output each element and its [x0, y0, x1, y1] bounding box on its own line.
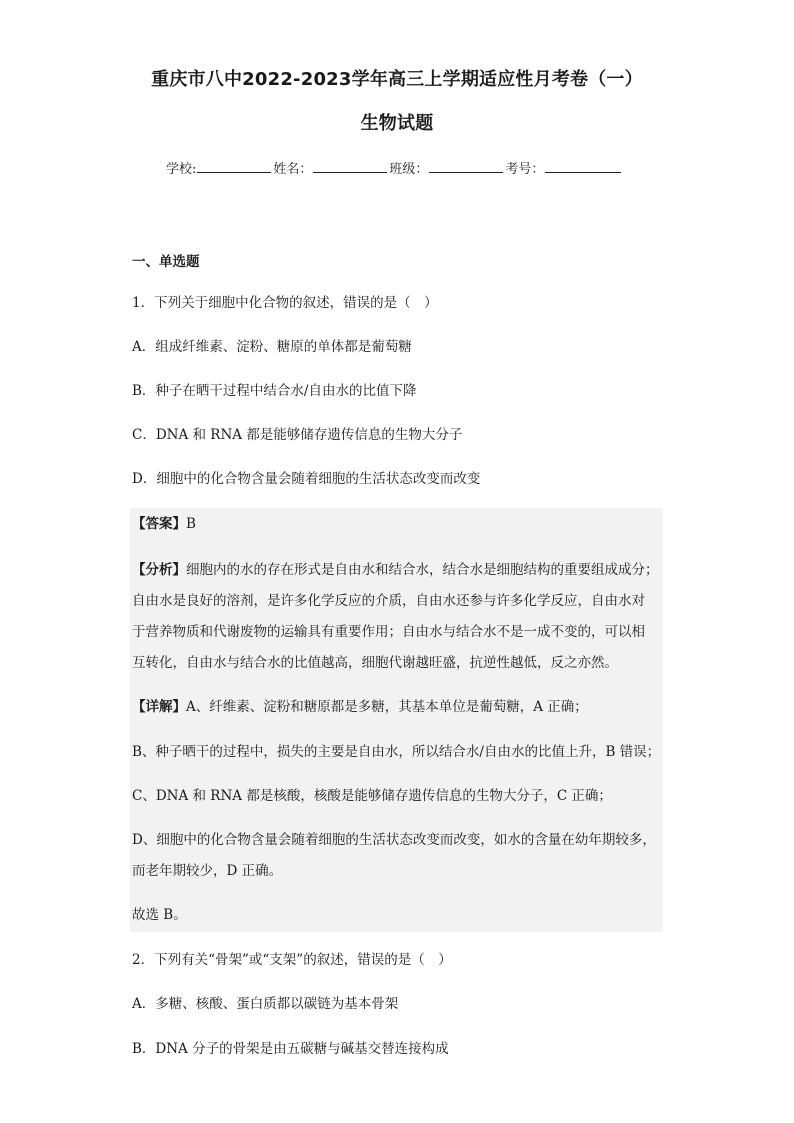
student-info-row	[166, 158, 646, 180]
question-1-option-b: B．种子在晒干过程中结合水/自由水的比值下降	[132, 383, 417, 399]
section-heading: 一、单选题	[132, 254, 200, 270]
question-2-option-a: A．多糖、核酸、蛋白质都以碳链为基本骨架	[132, 996, 399, 1012]
question-2-stem: 2．下列有关“骨架”或“支架”的叙述，错误的是（ ）	[132, 952, 452, 968]
detail-text-1: A、纤维素、淀粉和糖原都是多糖，其基本单位是葡萄糖，A 正确；	[186, 699, 588, 715]
name-blank[interactable]	[313, 158, 387, 173]
analysis-line-3: 于营养物质和代谢废物的运输具有重要作用；自由水与结合水不是一成不变的，可以相	[132, 624, 645, 640]
analysis-line-4: 互转化，自由水与结合水的比值越高，细胞代谢越旺盛，抗逆性越低，反之亦然。	[132, 655, 618, 671]
question-1-option-a: A．组成纤维素、淀粉、糖原的单体都是葡萄糖	[132, 339, 412, 355]
answer-tag: 【答案】	[132, 516, 186, 532]
conclusion-line: 故选 B。	[132, 907, 187, 923]
detail-line-5: 而老年期较少，D 正确。	[132, 863, 283, 879]
question-1-option-d: D．细胞中的化合物含量会随着细胞的生活状态改变而改变	[132, 471, 481, 487]
detail-tag: 【详解】	[132, 699, 186, 715]
question-2-option-b: B．DNA 分子的骨架是由五碳糖与碱基交替连接构成	[132, 1041, 449, 1057]
school-blank[interactable]	[197, 158, 271, 173]
detail-line-1	[132, 697, 662, 717]
analysis-line-1	[132, 560, 662, 580]
answer-line	[132, 514, 662, 534]
question-1-option-c: C．DNA 和 RNA 都是能够储存遗传信息的生物大分子	[132, 427, 463, 443]
class-blank[interactable]	[429, 158, 503, 173]
exam-no-label: 考号：	[505, 162, 545, 177]
detail-line-2: B、种子晒干的过程中，损失的主要是自由水，所以结合水/自由水的比值上升，B 错误；	[132, 744, 661, 760]
analysis-line-2: 自由水是良好的溶剂，是许多化学反应的介质，自由水还参与许多化学反应，自由水对	[132, 593, 645, 609]
school-label: 学校:	[166, 162, 197, 177]
detail-line-4: D、细胞中的化合物含量会随着细胞的生活状态改变而改变，如水的含量在幼年期较多，	[132, 832, 656, 848]
name-label: 姓名：	[273, 162, 313, 177]
exam-title: 重庆市八中2022-2023学年高三上学期适应性月考卷（一）	[151, 69, 643, 90]
exam-no-blank[interactable]	[545, 158, 621, 173]
answer-value: B	[186, 516, 196, 532]
exam-subject: 生物试题	[360, 113, 434, 134]
analysis-text-1: 细胞内的水的存在形式是自由水和结合水，结合水是细胞结构的重要组成成分；	[186, 562, 659, 578]
analysis-tag: 【分析】	[132, 562, 186, 578]
detail-line-3: C、DNA 和 RNA 都是核酸，核酸是能够储存遗传信息的生物大分子，C 正确；	[132, 788, 612, 804]
question-1-stem: 1．下列关于细胞中化合物的叙述，错误的是（ ）	[132, 295, 438, 311]
class-label: 班级：	[389, 162, 429, 177]
